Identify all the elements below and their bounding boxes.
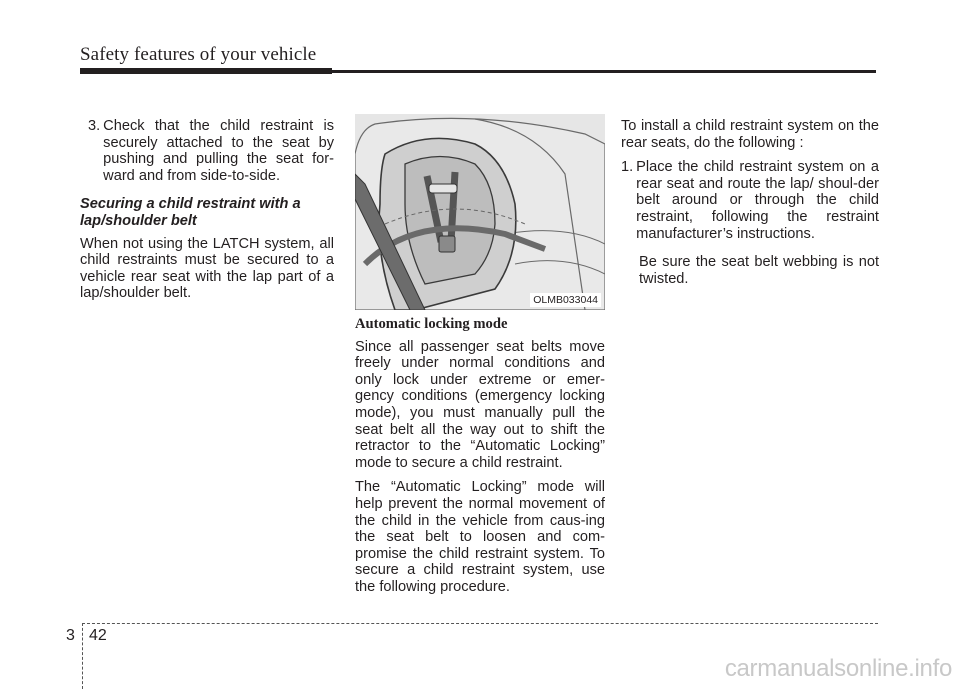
install-intro: To install a child restraint system on the rear seats, do the following : [621,118,879,151]
page-number: 42 [89,627,107,644]
automatic-locking-heading: Automatic locking mode [355,316,508,332]
middle-column [355,316,605,604]
automatic-locking-paragraph-2: The “Automatic Locking” mode will help prevent the normal movement of the child in the vehicle from caus-ing the seat belt to loosen and com-promise the child restraint system. To secure a child restraint system, use the following procedure. [355,479,605,595]
step-1 [621,159,879,242]
watermark: carmanualsonline.info [724,655,952,682]
automatic-locking-paragraph-1: Since all passenger seat belts move freely under normal conditions and only lock under extreme or emer-gency conditions (emergency locking mode), you must manually pull the seat belt all the way out to shift the retractor to the “Automatic Locking” mode to secure a child restraint. [355,338,605,471]
step-3-text: Check that the child restraint is securely attached to the seat by pushing and pulling the seat for-ward and from side-to-side. [103,118,334,184]
page-header-title: Safety features of your vehicle [80,44,317,65]
right-column [621,118,879,295]
step-1-number: 1. [621,159,634,176]
step-1-note: Be sure the seat belt webbing is not twisted. [639,254,879,287]
footer-divider [82,623,878,624]
chapter-number: 3 [66,627,75,644]
step-1-text: Place the child restraint system on a rear seat and route the lap/ shoul-der belt around or through the child restraint, following the restraint manufacturer’s instructions. [636,159,879,242]
footer-vertical-divider [82,623,83,689]
child-seat-drawing [355,114,605,310]
left-column [80,118,334,310]
latch-paragraph: When not using the LATCH system, all child restraints must be secured to a vehicle rear seat with the lap part of a lap/shoulder belt. [80,235,334,302]
step-3 [80,118,334,184]
header-rule-accent [80,68,332,74]
child-seat-illustration [355,114,605,310]
step-3-number: 3. [88,118,101,134]
figure-code: OLMB033044 [530,293,601,307]
subheading-lap-shoulder: Securing a child restraint with a lap/shoulder belt [80,196,301,229]
